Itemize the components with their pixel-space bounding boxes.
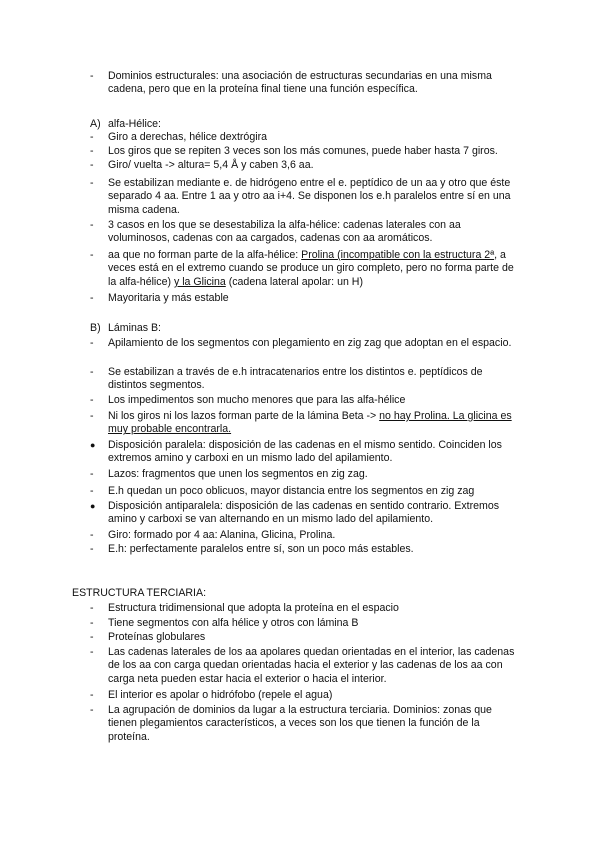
underlined-text: Prolina (incompatible con la estructura 2ª [301, 249, 495, 261]
list-item [90, 394, 522, 407]
list-item [90, 439, 522, 466]
list-item-text: Giro/ vuelta -> altura= 5,4 Å y caben 3,6 aa. [108, 159, 314, 171]
list-item [90, 131, 522, 144]
list-item [90, 468, 522, 481]
list-item-text: Disposición paralela: disposición de las cadenas en el mismo sentido. Coinciden los extremos amino y carboxi en un mismo lado del apilamiento. [108, 439, 502, 465]
list-item [90, 337, 522, 350]
dash-marker: - [90, 249, 94, 261]
list-item [90, 366, 522, 393]
dash-marker: - [90, 543, 94, 555]
list-item [90, 177, 522, 217]
bullet-icon: ● [90, 440, 96, 450]
dash-marker: - [90, 366, 94, 378]
list-item-text: Mayoritaria y más estable [108, 292, 229, 304]
section-a-heading [90, 118, 161, 131]
list-item [90, 485, 522, 498]
list-item-text: Giro: formado por 4 aa: Alanina, Glicina, Prolina. [108, 529, 336, 541]
section-marker: B) [90, 322, 101, 334]
list-item-text: Se estabilizan mediante e. de hidrógeno entre el e. peptídico de un aa y otro que éste separado 4 aa. Entre 1 aa y otro aa i+4. Se disponen los e.h paralelos entre sí en una misma cadena. [108, 177, 511, 216]
list-item [90, 602, 522, 615]
intro-text: Dominios estructurales: una asociación de estructuras secundarias en una misma cadena, pero que en la proteína final tiene una función específica. [108, 70, 492, 96]
section-title: alfa-Hélice: [108, 118, 161, 130]
list-item [90, 646, 522, 686]
list-item [90, 145, 522, 158]
section-b-heading [90, 322, 161, 335]
list-item [90, 159, 522, 172]
dash-marker: - [90, 410, 94, 422]
list-item-text: Ni los giros ni los lazos forman parte de la lámina Beta -> no hay Prolina. La glicina es muy probable encontrarla. [108, 410, 512, 436]
dash-marker: - [90, 292, 94, 304]
dash-marker: - [90, 704, 94, 716]
list-item-text: Apilamiento de los segmentos con plegamiento en zig zag que adoptan en el espacio. [108, 337, 512, 349]
dash-marker: - [90, 337, 94, 349]
section-title: Láminas B: [108, 322, 161, 334]
list-item-text: E.h quedan un poco oblicuos, mayor distancia entre los segmentos en zig zag [108, 485, 475, 497]
dash-marker: - [90, 485, 94, 497]
list-item [90, 529, 522, 542]
list-item [90, 631, 522, 644]
list-item [90, 249, 522, 289]
dash-marker: - [90, 602, 94, 614]
list-item [90, 543, 522, 556]
list-item-text: Tiene segmentos con alfa hélice y otros con lámina B [108, 617, 359, 629]
list-item-text: Proteínas globulares [108, 631, 206, 643]
list-item-text: El interior es apolar o hidrófobo (repele el agua) [108, 689, 333, 701]
list-item [90, 292, 522, 305]
list-item-text: Estructura tridimensional que adopta la proteína en el espacio [108, 602, 399, 614]
underlined-text: y la Glicina [173, 275, 226, 288]
dash-marker: - [90, 394, 94, 406]
list-item-text: Giro a derechas, hélice dextrógira [108, 131, 267, 143]
dash-marker: - [90, 468, 94, 480]
list-item-text: Los giros que se repiten 3 veces son los más comunes, puede haber hasta 7 giros. [108, 145, 498, 157]
dash-marker: - [90, 529, 94, 541]
dash-marker: - [90, 689, 94, 701]
list-item [90, 500, 522, 527]
dash-marker: - [90, 617, 94, 629]
section-marker: A) [90, 118, 101, 130]
underlined-text: no hay Prolina. La glicina es muy probable encontrarla. [108, 410, 512, 436]
list-item-text: 3 casos en los que se desestabiliza la alfa-hélice: cadenas laterales con aa voluminosos, cadenas con aa cargados, cadenas con aa aromáticos. [108, 219, 461, 245]
dash-marker: - [90, 145, 94, 157]
list-item [90, 617, 522, 630]
dash-marker: - [90, 646, 94, 658]
list-item [90, 219, 522, 246]
list-item [90, 704, 522, 744]
section-title: ESTRUCTURA TERCIARIA: [72, 587, 207, 599]
list-item [90, 410, 522, 437]
list-item-text: Se estabilizan a través de e.h intracatenarios entre los distintos e. peptídicos de distintos segmentos. [108, 366, 483, 392]
list-item-text: La agrupación de dominios da lugar a la estructura terciaria. Dominios: zonas que tienen plegamientos característicos, a veces son los que tienen la función de la proteína. [108, 704, 492, 743]
dash-marker: - [90, 131, 94, 143]
dash-marker: - [90, 177, 94, 189]
list-item [90, 70, 522, 97]
list-item-text: Lazos: fragmentos que unen los segmentos en zig zag. [108, 468, 368, 480]
list-item [90, 689, 522, 702]
dash-marker: - [90, 159, 94, 171]
list-item-text: E.h: perfectamente paralelos entre sí, son un poco más estables. [108, 543, 414, 555]
list-item-text: Disposición antiparalela: disposición de las cadenas en sentido contrario. Extremos amino y carboxi se van alternando en un mismo lado del apilamiento. [108, 500, 500, 526]
dash-marker: - [90, 631, 94, 643]
bullet-icon: ● [90, 501, 96, 511]
dash-marker: - [90, 219, 94, 231]
list-item-text: Los impedimentos son mucho menores que para las alfa-hélice [108, 394, 406, 406]
list-item-text: Las cadenas laterales de los aa apolares quedan orientadas en el interior, las cadenas de los aa con carga quedan orientadas hacia el exterior y las cadenas de los aa con carga neta pueden estar hacia el exterior o hacia el interior. [108, 646, 515, 685]
dash-marker: - [90, 70, 94, 82]
list-item-text: aa que no forman parte de la alfa-hélice: Prolina (incompatible con la estructura 2ª, a veces está en el extremo cuando se produce un giro completo, pero no forma parte de la alfa-hélice) y la Glicina (cadena lateral apolar: un H) [108, 249, 514, 288]
